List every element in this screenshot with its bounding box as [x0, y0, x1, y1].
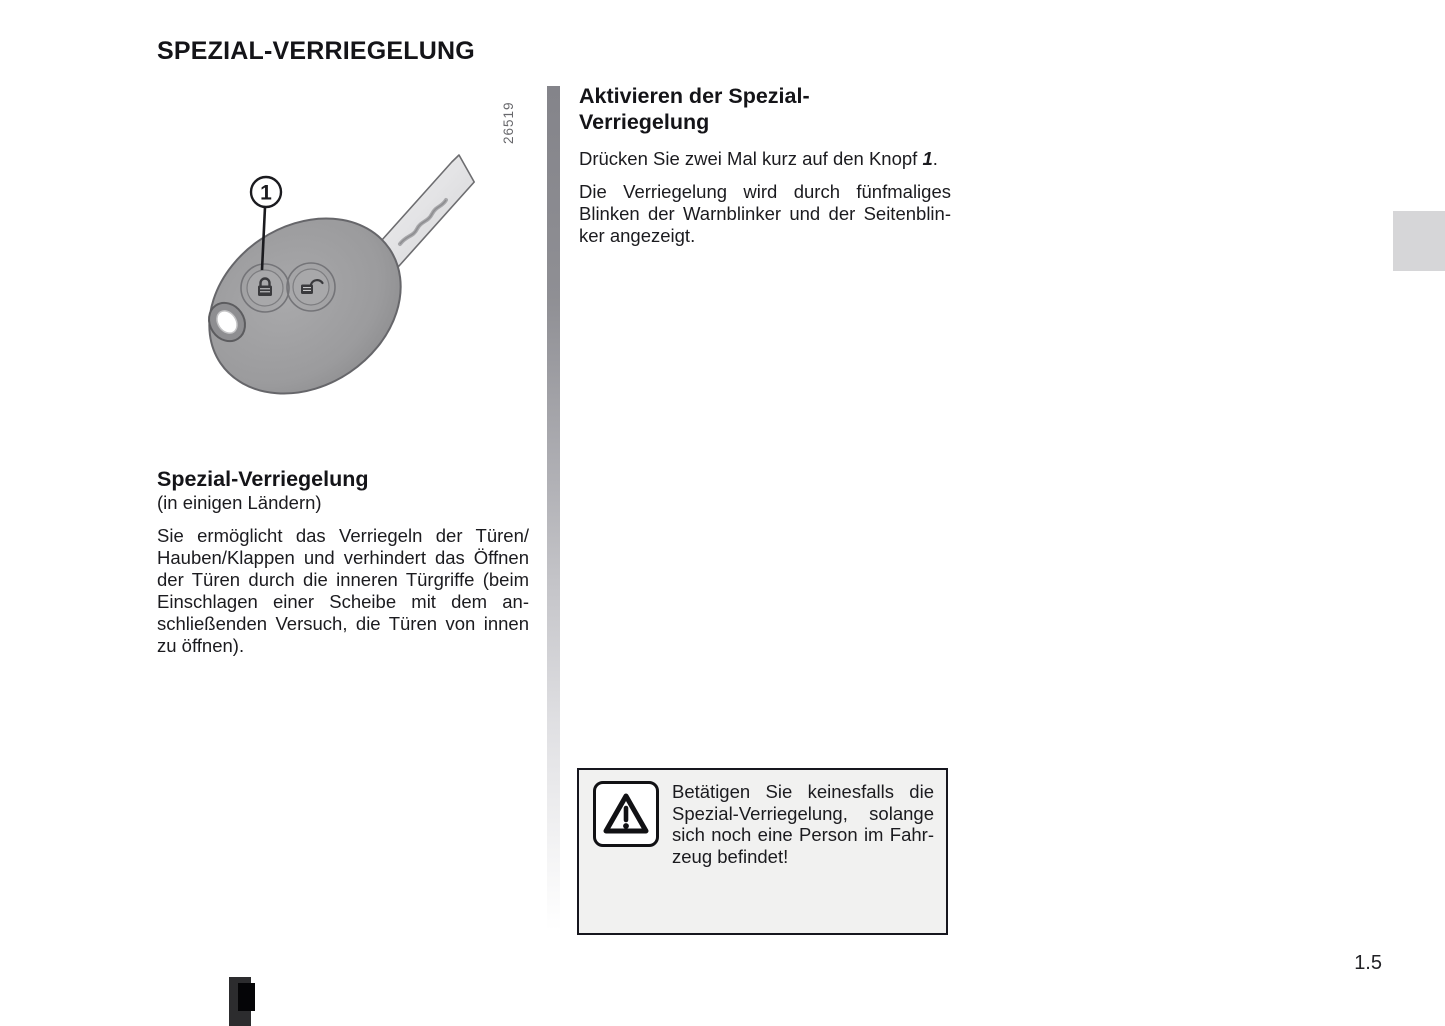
section-heading-special-locking: Spezial-Verriegelung — [157, 467, 369, 491]
text-line: Die Verriegelung wird durch fünfmaliges — [579, 181, 951, 202]
button-ref-1: 1 — [922, 148, 933, 169]
paragraph-description — [157, 525, 529, 657]
page-number: 1.5 — [1354, 952, 1382, 974]
section-special-locking — [157, 466, 529, 668]
text-line: ker angezeigt. — [579, 225, 696, 246]
bottom-chapter-tab-marker — [238, 983, 255, 1011]
text-line: Hauben/Klappen und verhindert das Öffnen — [157, 547, 529, 568]
text-line: der Türen durch die inneren Türgriffe (beim — [157, 569, 529, 590]
paragraph-press-button — [579, 148, 951, 170]
chapter-edge-tab — [1393, 211, 1445, 271]
paragraph-flash-confirmation — [579, 181, 951, 247]
page-title: SPEZIAL-VERRIEGELUNG — [157, 37, 475, 65]
text-line: Betätigen Sie keinesfalls die — [672, 781, 934, 802]
text-line: Blinken der Warnblinker und der Seitenblin- — [579, 203, 951, 224]
text-line: sich noch eine Person im Fahr- — [672, 824, 934, 845]
text-line: Sie ermöglicht das Verriegeln der Türen/ — [157, 525, 529, 546]
text-line: zu öffnen). — [157, 635, 245, 656]
warning-triangle-icon — [603, 793, 649, 835]
column-divider — [547, 86, 560, 931]
section-heading-activate — [579, 83, 951, 135]
warning-icon-frame — [593, 781, 659, 847]
section-activate — [579, 83, 951, 258]
heading-line: Verriegelung — [579, 110, 710, 134]
section-subheading: (in einigen Ländern) — [157, 492, 322, 513]
unlock-button — [287, 263, 335, 311]
car-key-illustration — [188, 146, 508, 406]
key-fob-body — [188, 183, 434, 406]
text-line: schließenden Versuch, die Türen von innen — [157, 613, 529, 634]
heading-line: Aktivieren der Spezial- — [579, 84, 810, 108]
figure-number: 26519 — [501, 101, 516, 144]
lock-button — [241, 264, 289, 312]
text-line: Einschlagen einer Scheibe mit dem an- — [157, 591, 529, 612]
warning-box — [577, 768, 948, 935]
text-line: zeug befindet! — [672, 845, 789, 867]
warning-text — [672, 781, 934, 867]
callout-1-label: 1 — [260, 181, 272, 205]
text-line: Spezial-Verriegelung, solange — [672, 802, 934, 824]
text-run: Drücken Sie zwei Mal kurz auf den Knopf — [579, 148, 923, 169]
text-run: . — [932, 148, 938, 169]
